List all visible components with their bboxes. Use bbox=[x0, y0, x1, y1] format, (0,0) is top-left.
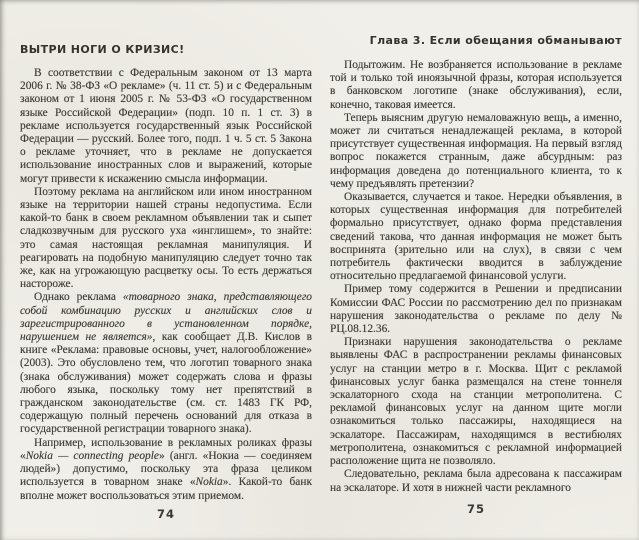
paragraph: Признаки нарушения законодательства о рекламе выявлены ФАС в распространении рекламы финансовых услуг на станции метро в г. Москва. Щит с рекламой финансовых услуг банка размещался на стене тоннеля эскалаторного схода на станции метрополитена. С рекламой финансовых услуг на данном щите могли ознакомиться только пассажиры, находящиеся на эскалаторе. Пассажирам, находящимся в вестибюлях метрополитена, ознакомиться с рекламной информацией расположение щита не позволяло. bbox=[330, 336, 622, 468]
paragraph: Следовательно, реклама была адресована к пассажирам на эскалаторе. И хотя в нижней части рекламного bbox=[330, 468, 622, 494]
running-head-left: ВЫТРИ НОГИ О КРИЗИС! bbox=[20, 43, 185, 56]
page-body-left bbox=[20, 67, 312, 503]
paragraph: Теперь выясним другую немаловажную вещь, а именно, может ли считаться ненадлежащей реклама, в которой присутствует существенная информация. На первый взгляд вопрос покажется странным, даже абсурдным: раз информация доведена до потенциального клиента, то к чему предъявлять претензии? bbox=[330, 111, 622, 190]
page-left bbox=[20, 0, 312, 540]
paragraph: Пример тому содержится в Решении и предписании Комиссии ФАС России по рассмотрению дел по признакам нарушения законодательства о рекламе по делу № РЦ.08.12.36. bbox=[330, 283, 622, 336]
paragraph: В соответствии с Федеральным законом от 13 марта 2006 г. № 38-ФЗ «О рекламе» (ч. 11 ст. 5) и с Федеральным законом от 1 июня 2005 г. № 53-ФЗ «О государственном языке Российской Федерации» (подп. 10 п. 1 ст. 3) в рекламе используется государственный язык Российской Федерации — русский. Более того, подп. 1 ч. 5 ст. 5 Закона о рекламе уточняет, что в рекламе не допускается использование иностранных слов и выражений, которые могут привести к искажению смысла информации. bbox=[20, 67, 312, 185]
page-number-left: 74 bbox=[156, 507, 175, 521]
page-right bbox=[330, 0, 622, 540]
page-number-right: 75 bbox=[466, 502, 485, 516]
running-head-chapter: Глава 3. Если обещания обманывают bbox=[369, 34, 622, 47]
paragraph: Поэтому реклама на английском или ином иностранном языке на территории нашей страны недопустима. Если какой-то банк в своем рекламном объявлении так и сыпет сладкозвучным для русского уха «инглишем», то знайте: это самая настоящая рекламная манипуляция. И реагировать на подобную манипуляцию следует точно так же, как на угрожающую расцветку осы. То есть держаться настороже. bbox=[20, 185, 312, 291]
paragraph: Оказывается, случается и такое. Нередки объявления, в которых существенная информация для потребителей формально присутствует, однако форма представления сведений такова, что данная информация не может быть воспринята (зрительно или на слух), в связи с чем потребитель фактически вводится в заблуждение относительно предлагаемой финансовой услуги. bbox=[330, 191, 622, 283]
paragraph: Однако реклама «товарного знака, представляющего собой комбинацию русских и английских слов и зарегистрированного в установленном порядке, нарушением не является», как сообщает Д.В. Кислов в книге «Реклама: правовые основы, учет, налогообложение» (2003). Это обусловлено тем, что логотип товарного знака (знака обслуживания) может содержать слова и фразы любого языка, поскольку тому нет препятствий в гражданском законодательстве (см. ст. 1483 ГК РФ, содержащую полный перечень оснований для отказа в государственной регистрации товарного знака). bbox=[20, 291, 312, 436]
page-body-right bbox=[330, 59, 622, 495]
paragraph: Например, использование в рекламных роликах фразы «Nokia — connecting people» (англ. «Нокиа — соединяем людей») допустимо, поскольку эта фраза целиком используется в товарном знаке «Nokia». Какой-то банк вполне может воспользоваться этим приемом. bbox=[20, 436, 312, 502]
paragraph: Подытожим. Не возбраняется использование в рекламе той и только той иноязычной фразы, которая используется в банковском логотипе (знаке обслуживания), если, конечно, таковая имеется. bbox=[330, 59, 622, 111]
